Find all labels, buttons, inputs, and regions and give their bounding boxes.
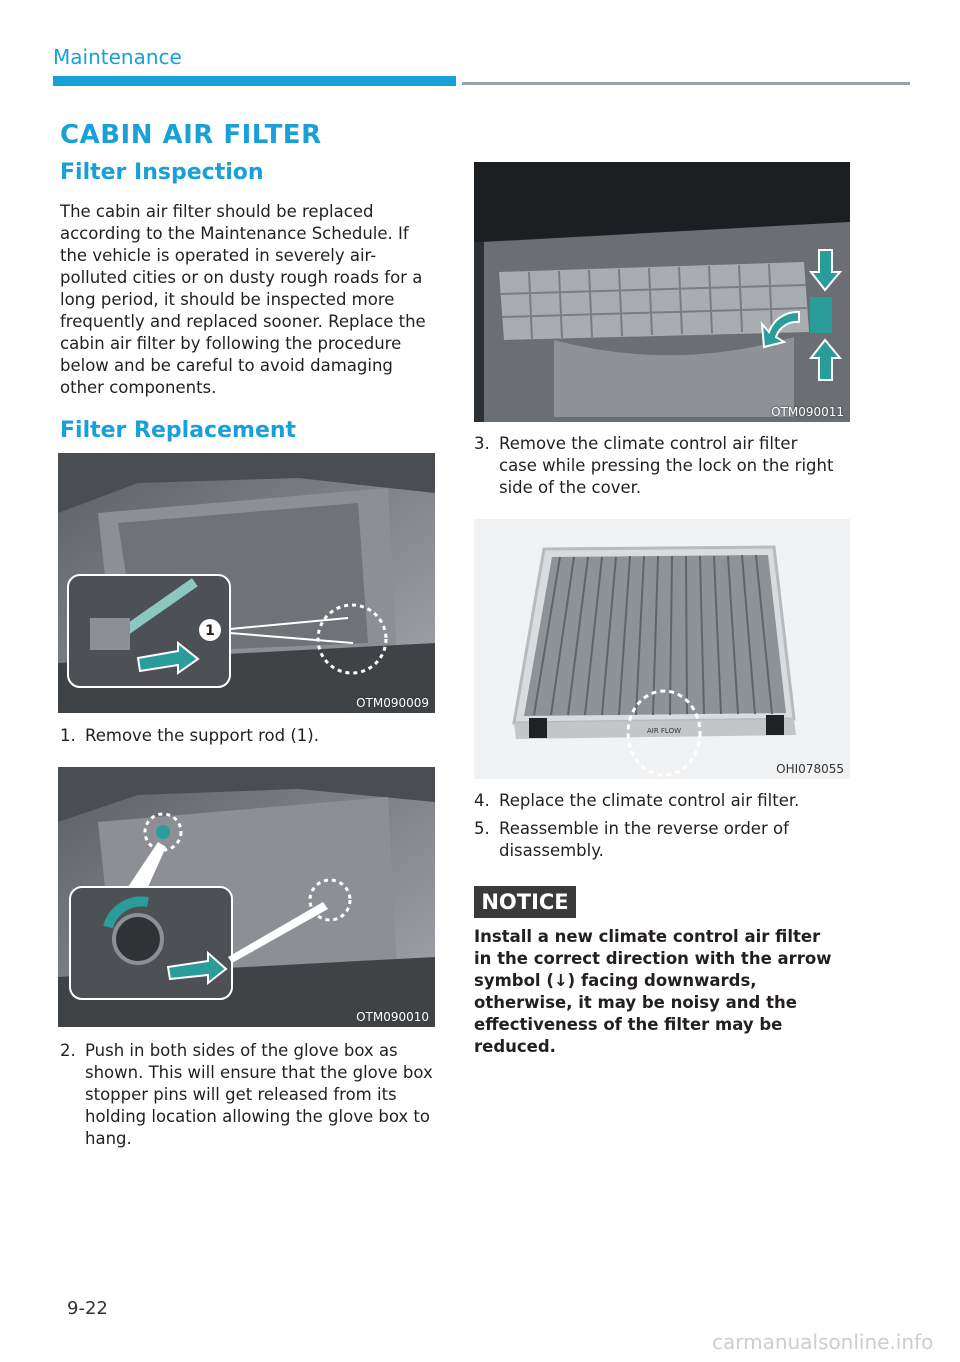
step-1 (60, 725, 440, 747)
section-label: Maintenance (53, 45, 182, 69)
figure-support-rod (58, 453, 435, 713)
step-text: Remove the climate control air filter case while pressing the lock on the right side of the cover. (499, 434, 834, 497)
figure-filter-case (474, 162, 850, 422)
figure-air-filter (474, 519, 850, 779)
step-text: Remove the support rod (1). (85, 726, 319, 745)
step-5 (474, 818, 834, 862)
header-rule-grey (462, 82, 910, 85)
step-number: 2. (60, 1041, 76, 1060)
step-2 (60, 1040, 440, 1150)
step-4 (474, 790, 834, 812)
figure-code: OTM090011 (771, 405, 844, 419)
step-number: 5. (474, 819, 490, 838)
step-text: Reassemble in the reverse order of disassembly. (499, 819, 789, 860)
page-title: CABIN AIR FILTER (60, 120, 322, 150)
step-text: Push in both sides of the glove box as shown. This will ensure that the glove box stopper pins will get released from its holding location allowing the glove box to hang. (85, 1041, 433, 1148)
watermark: carmanualsonline.info (712, 1330, 934, 1354)
figure-code: OHI078055 (776, 762, 844, 776)
callout-1: 1 (205, 623, 215, 639)
page-number: 9-22 (67, 1298, 108, 1319)
step-number: 3. (474, 434, 490, 453)
replacement-heading: Filter Replacement (60, 418, 297, 443)
air-flow-label: AIR FLOW (646, 727, 682, 735)
notice-badge: NOTICE (474, 886, 576, 918)
inspection-body: The cabin air filter should be replaced according to the Maintenance Schedule. If the vehicle is operated in severely air-polluted cities or on dusty rough roads for a long period, it should be inspected more frequently and replaced sooner. Replace the cabin air filter by following the procedure below and be careful to avoid damaging other components. (60, 202, 426, 397)
header-rule-blue (53, 76, 456, 86)
figure-code: OTM090009 (356, 696, 429, 710)
step-text: Replace the climate control air filter. (499, 791, 800, 810)
inspection-heading: Filter Inspection (60, 160, 264, 185)
step-number: 4. (474, 791, 490, 810)
step-3 (474, 433, 834, 499)
figure-glove-box (58, 767, 435, 1027)
figure-code: OTM090010 (356, 1010, 429, 1024)
step-number: 1. (60, 726, 76, 745)
notice-text: Install a new climate control air filter in the correct direction with the arrow symbol (↓) facing downwards, otherwise, it may be noisy and the effectiveness of the filter may be reduced. (474, 927, 832, 1056)
